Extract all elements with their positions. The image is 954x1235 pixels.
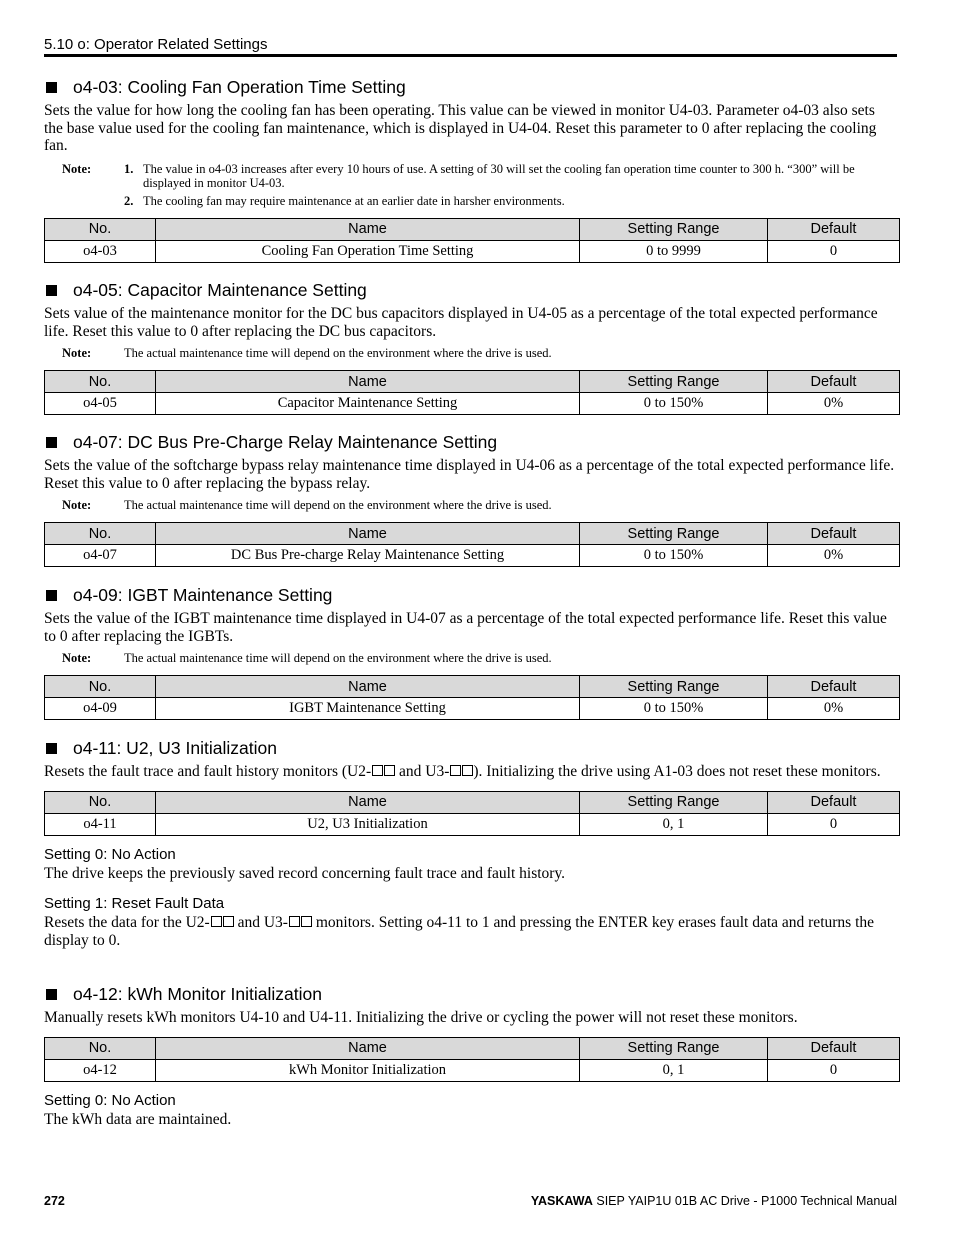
cell-range: 0 to 150% (580, 698, 768, 720)
header-no: No. (45, 218, 156, 240)
section-o4-07 (44, 431, 897, 567)
cell-default: 0% (768, 698, 900, 720)
cell-no: o4-12 (45, 1059, 156, 1081)
header-name: Name (156, 371, 580, 393)
parameter-table (44, 370, 900, 415)
placeholder-box-icon (223, 916, 234, 927)
table-row (45, 1059, 900, 1081)
subheading: Setting 0: No Action (44, 845, 176, 863)
setting-text: The kWh data are maintained. (44, 1110, 232, 1128)
cell-no: o4-03 (45, 240, 156, 262)
placeholder-box-icon (211, 916, 222, 927)
note-text: The cooling fan may require maintenance at an earlier date in harsher environments. (143, 193, 565, 208)
cell-no: o4-09 (45, 698, 156, 720)
description: Sets the value of the softcharge bypass relay maintenance time displayed in U4-06 as a percentage of the total expected performance life. Reset this value to 0 after replacing the bypass relay. (44, 457, 895, 492)
subheading: Setting 1: Reset Fault Data (44, 895, 225, 912)
cell-name: DC Bus Pre-charge Relay Maintenance Setting (156, 545, 580, 567)
header-rule (44, 54, 897, 57)
description: Sets the value of the IGBT maintenance time displayed in U4-07 as a percentage of the total expected performance life. Reset this value to 0 after replacing the IGBTs. (44, 610, 887, 645)
header-name: Name (156, 676, 580, 698)
table-row (45, 545, 900, 567)
note-number: 2. (124, 193, 134, 208)
note-label: Note: (62, 651, 92, 665)
setting-text: Resets the data for the U2- and U3- monitors. Setting o4-11 to 1 and pressing the ENTER key erases fault data and returns the display to 0. (44, 914, 875, 949)
header-default: Default (768, 371, 900, 393)
section-header: 5.10 o: Operator Related Settings (44, 36, 268, 53)
parameter-table (44, 1037, 900, 1082)
section-title: o4-11: U2, U3 Initialization (44, 737, 897, 759)
description: Resets the fault trace and fault history monitors (U2- and U3- ). Initializing the drive using A1-03 does not reset these monitors. (44, 763, 881, 780)
square-bullet-icon (46, 82, 57, 93)
header-no: No. (45, 791, 156, 813)
header-name: Name (156, 1037, 580, 1059)
table-row (45, 240, 900, 262)
section-o4-09 (44, 584, 897, 720)
page-number: 272 (44, 1194, 65, 1208)
cell-default: 0 (768, 1059, 900, 1081)
cell-range: 0 to 9999 (580, 240, 768, 262)
note-text: The actual maintenance time will depend on the environment where the drive is used. (124, 498, 552, 512)
section-title: o4-07: DC Bus Pre-Charge Relay Maintenance Setting (44, 431, 897, 453)
header-range: Setting Range (580, 1037, 768, 1059)
setting-text: The drive keeps the previously saved record concerning fault trace and fault history. (44, 864, 566, 882)
square-bullet-icon (46, 437, 57, 448)
note (44, 346, 897, 360)
header-no: No. (45, 523, 156, 545)
placeholder-box-icon (450, 765, 461, 776)
note (44, 162, 897, 190)
section-title: o4-12: kWh Monitor Initialization (44, 983, 897, 1005)
parameter-table (44, 522, 900, 567)
section-o4-11 (44, 737, 897, 949)
cell-default: 0% (768, 545, 900, 567)
placeholder-box-icon (372, 765, 383, 776)
cell-range: 0, 1 (580, 813, 768, 835)
square-bullet-icon (46, 285, 57, 296)
placeholder-box-icon (384, 765, 395, 776)
cell-no: o4-11 (45, 813, 156, 835)
header-range: Setting Range (580, 218, 768, 240)
header-no: No. (45, 371, 156, 393)
note (44, 498, 897, 512)
cell-default: 0% (768, 393, 900, 415)
section-o4-05 (44, 279, 897, 415)
placeholder-box-icon (301, 916, 312, 927)
header-default: Default (768, 1037, 900, 1059)
footer-doc-title: YASKAWA SIEP YAIP1U 01B AC Drive - P1000 Technical Manual (530, 1194, 897, 1208)
square-bullet-icon (46, 989, 57, 1000)
cell-name: Cooling Fan Operation Time Setting (156, 240, 580, 262)
section-o4-12 (44, 983, 897, 1128)
header-range: Setting Range (580, 791, 768, 813)
section-title: o4-09: IGBT Maintenance Setting (44, 584, 897, 606)
section-title: o4-05: Capacitor Maintenance Setting (44, 279, 897, 301)
note-text: The value in o4-03 increases after every 10 hours of use. A setting of 30 will set the cooling fan operation time counter to 300 h. “300” will be displayed in monitor U4-03. (143, 161, 855, 190)
placeholder-box-icon (462, 765, 473, 776)
cell-no: o4-05 (45, 393, 156, 415)
parameter-table (44, 791, 900, 836)
description: Sets the value for how long the cooling fan has been operating. This value can be viewed in monitor U4-03. Parameter o4-03 also sets the base value used for the cooling fan maintenance, which is displayed in U4-04. Reset this parameter to 0 after replacing the cooling fan. (44, 102, 877, 154)
cell-range: 0 to 150% (580, 545, 768, 567)
section-title: o4-03: Cooling Fan Operation Time Setting (44, 76, 897, 98)
header-range: Setting Range (580, 676, 768, 698)
note (44, 194, 897, 208)
header-default: Default (768, 676, 900, 698)
note (44, 651, 897, 665)
cell-name: Capacitor Maintenance Setting (156, 393, 580, 415)
table-row (45, 813, 900, 835)
cell-name: IGBT Maintenance Setting (156, 698, 580, 720)
cell-default: 0 (768, 813, 900, 835)
header-no: No. (45, 676, 156, 698)
note-number: 1. (124, 161, 134, 176)
section-o4-03 (44, 76, 897, 263)
parameter-table (44, 675, 900, 720)
note-text: The actual maintenance time will depend on the environment where the drive is used. (124, 651, 552, 665)
table-row (45, 393, 900, 415)
header-name: Name (156, 791, 580, 813)
header-default: Default (768, 523, 900, 545)
brand-name: YASKAWA (530, 1194, 593, 1208)
note-label: Note: (62, 346, 92, 360)
header-name: Name (156, 218, 580, 240)
square-bullet-icon (46, 743, 57, 754)
parameter-table (44, 218, 900, 263)
placeholder-box-icon (289, 916, 300, 927)
header-range: Setting Range (580, 371, 768, 393)
cell-no: o4-07 (45, 545, 156, 567)
note-label: Note: (62, 498, 92, 512)
header-range: Setting Range (580, 523, 768, 545)
description: Sets value of the maintenance monitor for the DC bus capacitors displayed in U4-05 as a percentage of the total expected performance life. Reset this value to 0 after replacing the DC bus capacitors. (44, 305, 878, 340)
note-label: Note: (62, 161, 92, 176)
note-text: The actual maintenance time will depend on the environment where the drive is used. (124, 346, 552, 360)
subheading: Setting 0: No Action (44, 1091, 176, 1109)
header-default: Default (768, 791, 900, 813)
cell-default: 0 (768, 240, 900, 262)
cell-name: U2, U3 Initialization (156, 813, 580, 835)
description: Manually resets kWh monitors U4-10 and U4-11. Initializing the drive or cycling the power will not reset these monitors. (44, 1009, 798, 1026)
header-name: Name (156, 523, 580, 545)
cell-name: kWh Monitor Initialization (156, 1059, 580, 1081)
header-default: Default (768, 218, 900, 240)
header-no: No. (45, 1037, 156, 1059)
table-row (45, 698, 900, 720)
square-bullet-icon (46, 590, 57, 601)
cell-range: 0 to 150% (580, 393, 768, 415)
cell-range: 0, 1 (580, 1059, 768, 1081)
